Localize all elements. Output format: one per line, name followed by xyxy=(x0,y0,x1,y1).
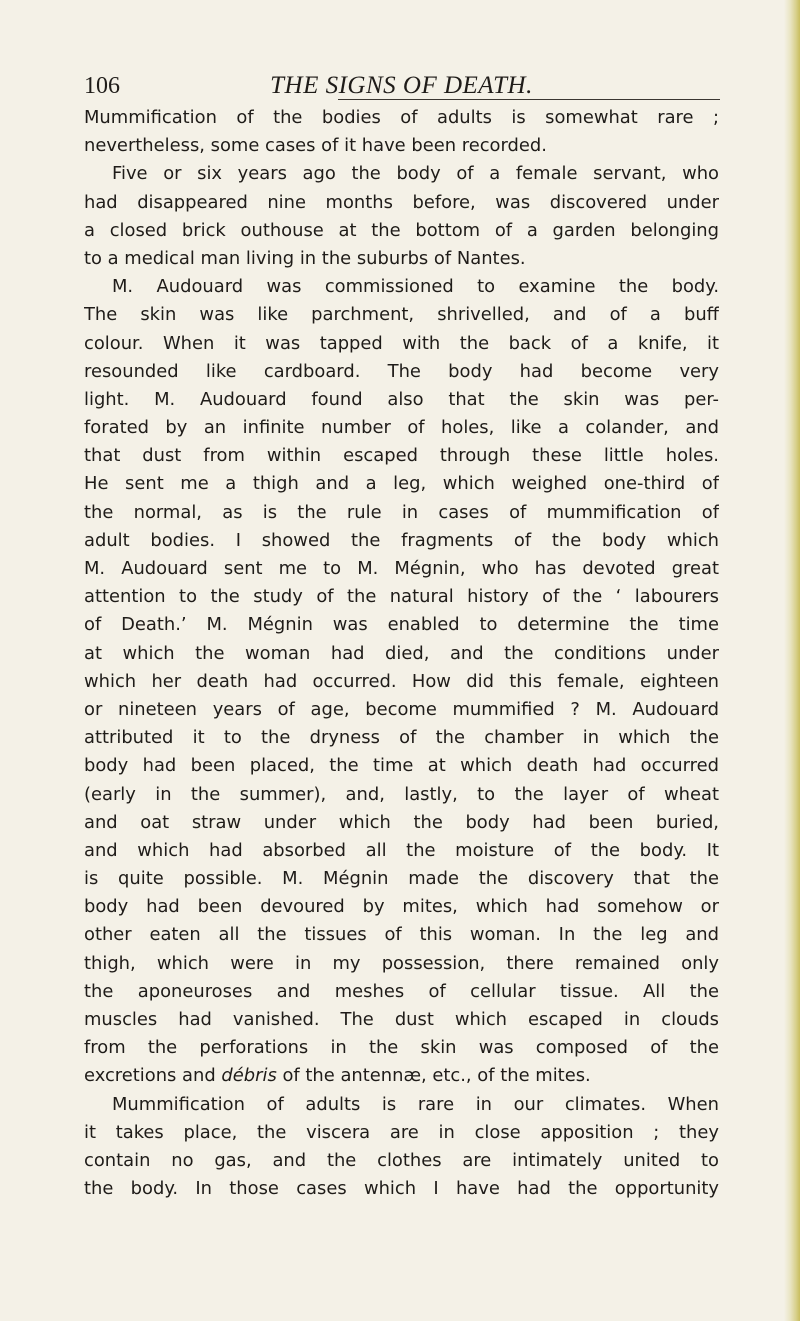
text-line: the aponeuroses and meshes of cellular tissue. All the xyxy=(84,980,719,1002)
text-line: that dust from within escaped through these little holes. xyxy=(84,445,719,467)
text-line: which her death had occurred. How did this female, eighteen xyxy=(84,670,719,692)
text-line: from the perforations in the skin was composed of the xyxy=(84,1037,719,1059)
text-line: is quite possible. M. Mégnin made the discovery that the xyxy=(84,868,719,890)
text-line: adult bodies. I showed the fragments of the body which xyxy=(84,529,719,551)
page-number: 106 xyxy=(84,73,120,99)
text-line: muscles had vanished. The dust which escaped in clouds xyxy=(84,1009,719,1030)
text-segment-italic: débris xyxy=(221,1065,277,1087)
text-line: (early in the summer), and, lastly, to the layer of wheat xyxy=(84,783,719,805)
text-line: body had been devoured by mites, which had somehow or xyxy=(84,896,719,918)
text-segment: of the antennæ, etc., of the mites. xyxy=(282,1065,591,1087)
text-line: attributed it to the dryness of the chamber in which the xyxy=(84,727,719,749)
text-line: of Death.’ M. Mégnin was enabled to determine the time xyxy=(84,614,719,636)
text-line: He sent me a thigh and a leg, which weighed one-third of xyxy=(84,473,719,495)
text-line: the normal, as is the rule in cases of mummification of xyxy=(84,501,719,523)
page-edge xyxy=(784,0,800,1321)
text-line: and which had absorbed all the moisture of the body. It xyxy=(84,839,719,861)
text-line: it takes place, the viscera are in close apposition ; they xyxy=(84,1121,719,1143)
text-line: Mummification of adults is rare in our climates. When xyxy=(112,1093,719,1115)
text-line: body had been placed, the time at which death had occurred xyxy=(84,755,719,777)
text-line: had disappeared nine months before, was discovered under xyxy=(84,191,719,213)
page-header xyxy=(84,70,719,102)
text-line: Five or six years ago the body of a female servant, who xyxy=(112,163,719,185)
text-segment: excretions and xyxy=(84,1065,216,1087)
text-line: Mummification of the bodies of adults is somewhat rare ; xyxy=(84,107,719,128)
running-title: THE SIGNS OF DEATH. xyxy=(270,72,533,99)
header-rule xyxy=(338,99,720,100)
text-line: the body. In those cases which I have had the opportunity xyxy=(84,1178,719,1200)
text-line: M. Audouard was commissioned to examine the body. xyxy=(112,276,719,298)
text-line: The skin was like parchment, shrivelled, and of a buff xyxy=(84,304,719,326)
text-line: light. M. Audouard found also that the skin was per- xyxy=(84,388,719,410)
text-line: M. Audouard sent me to M. Mégnin, who has devoted great xyxy=(84,558,719,579)
text-line: at which the woman had died, and the conditions under xyxy=(84,642,719,664)
text-line: nevertheless, some cases of it have been recorded. xyxy=(84,135,547,157)
text-line: thigh, which were in my possession, there remained only xyxy=(84,952,719,974)
text-line: other eaten all the tissues of this woman. In the leg and xyxy=(84,924,719,946)
text-line: contain no gas, and the clothes are intimately united to xyxy=(84,1149,719,1171)
text-line: resounded like cardboard. The body had become very xyxy=(84,360,719,382)
body-text xyxy=(84,104,719,1203)
text-line: to a medical man living in the suburbs of Nantes. xyxy=(84,247,526,269)
text-line: colour. When it was tapped with the back of a knife, it xyxy=(84,332,719,354)
text-line: and oat straw under which the body had been buried, xyxy=(84,811,719,833)
text-line: attention to the study of the natural history of the ‘ labourers xyxy=(84,586,719,608)
text-line: forated by an infinite number of holes, like a colander, and xyxy=(84,417,719,439)
text-line: a closed brick outhouse at the bottom of a garden belonging xyxy=(84,219,719,241)
text-line: or nineteen years of age, become mummified ? M. Audouard xyxy=(84,698,719,720)
text-line xyxy=(84,1062,719,1090)
